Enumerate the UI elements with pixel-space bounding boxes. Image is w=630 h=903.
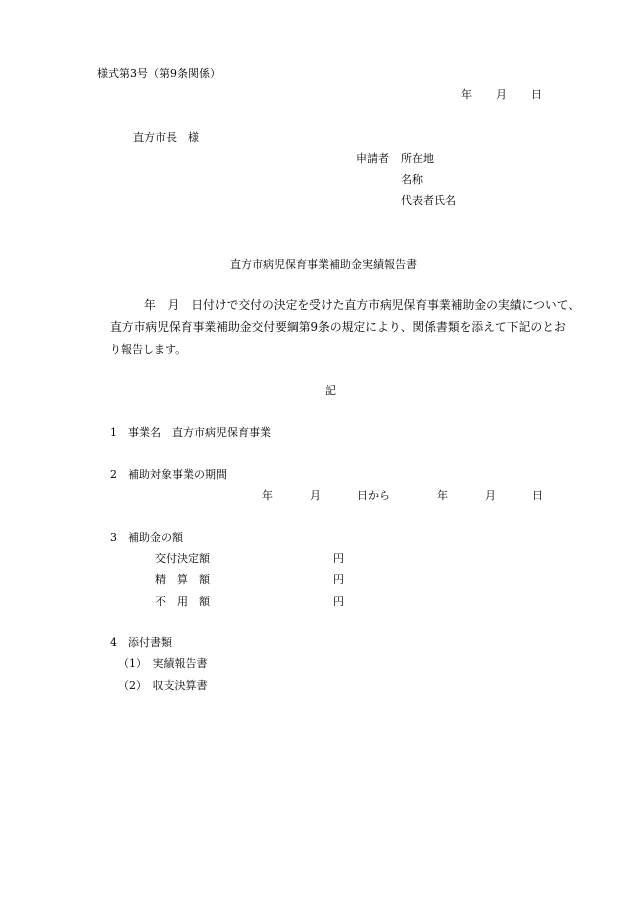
ki-heading: 記	[325, 384, 336, 397]
attached-doc-item: （1） 実績報告書	[118, 657, 208, 670]
period-to-day: 日	[532, 489, 543, 502]
amount-row-unit: 円	[333, 573, 344, 586]
addressee: 直方市長 様	[133, 131, 199, 144]
period-from-year: 年	[262, 489, 273, 502]
amount-row-label: 交付決定額	[155, 552, 210, 565]
applicant-representative-label: 代表者氏名	[401, 194, 456, 207]
period-to-year: 年	[437, 489, 448, 502]
document-title: 直方市病児保育事業補助金実績報告書	[230, 258, 417, 271]
applicant-name-label: 名称	[401, 173, 423, 186]
amount-row-label: 不 用 額	[155, 595, 210, 608]
item-1-label: 1 事業名 直方市病児保育事業	[110, 426, 271, 439]
applicant-address-label: 所在地	[401, 152, 434, 165]
body-line-3: り報告します。	[110, 343, 187, 356]
item-4-label: 4 添付書類	[110, 636, 172, 649]
amount-row-unit: 円	[333, 595, 344, 608]
period-from-month: 月	[310, 489, 321, 502]
period-from-day: 日から	[357, 489, 390, 502]
item-2-label: 2 補助対象事業の期間	[110, 468, 227, 481]
amount-row-unit: 円	[333, 552, 344, 565]
body-line-1: 年 月 日付けで交付の決定を受けた直方市病児保育事業補助金の実績について、	[144, 298, 581, 312]
body-line-2: 直方市病児保育事業補助金交付要綱第9条の規定により、関係書類を添えて下記のとお	[110, 320, 566, 334]
form-number: 様式第3号（第9条関係）	[97, 67, 221, 80]
period-to-month: 月	[485, 489, 496, 502]
applicant-role-label: 申請者	[356, 152, 389, 165]
amount-row-label: 精 算 額	[155, 573, 210, 586]
date-day-label: 日	[531, 88, 542, 101]
item-3-label: 3 補助金の額	[110, 531, 183, 544]
date-month-label: 月	[496, 88, 507, 101]
date-year-label: 年	[461, 88, 472, 101]
attached-doc-item: （2） 収支決算書	[118, 679, 208, 692]
